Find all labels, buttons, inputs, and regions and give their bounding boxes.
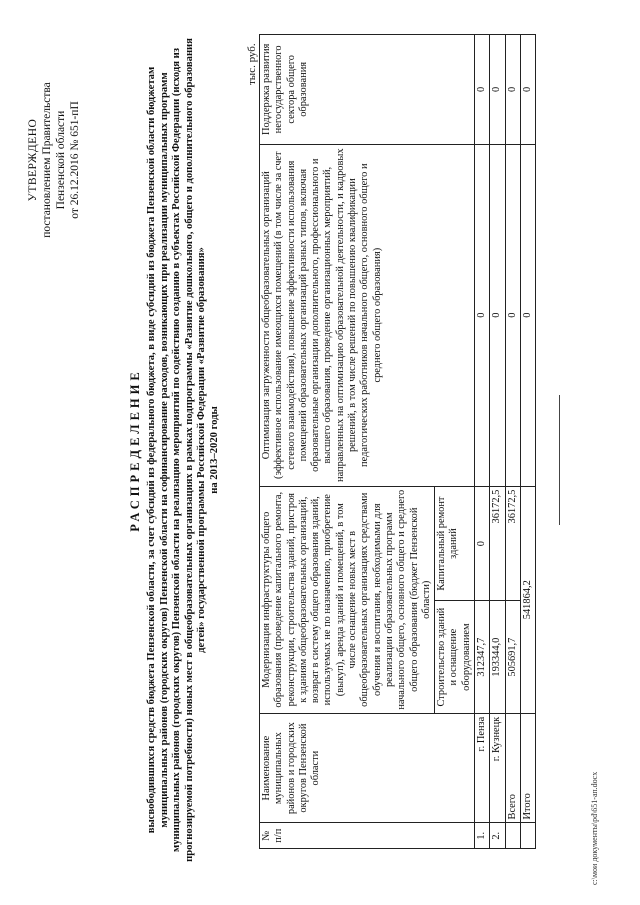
- row-support: 0: [490, 35, 505, 145]
- row-construction: 312347,7: [475, 601, 490, 713]
- grand-num-cell: [520, 823, 535, 849]
- approval-line-3: от 26.12.2016 № 651-пП: [69, 101, 81, 219]
- total-row: [505, 35, 520, 849]
- row-repair: 36172,5: [490, 486, 505, 601]
- approval-stamp: [26, 35, 82, 285]
- row-repair: 0: [475, 486, 490, 601]
- header-repair: Капитальный ремонт зданий: [435, 486, 475, 601]
- total-repair: 36172,5: [505, 486, 520, 601]
- header-num: № п/п: [260, 823, 475, 849]
- row-num: 2.: [490, 823, 505, 849]
- row-num: 1.: [475, 823, 490, 849]
- total-num-cell: [505, 823, 520, 849]
- row-construction: 193344,0: [490, 601, 505, 713]
- approval-heading: УТВЕРЖДЕНО: [27, 118, 39, 202]
- header-construction: Строительство зданий и оснащение оборудованием: [435, 601, 475, 713]
- header-name: Наименование муниципальных районов и городских округов Пензенской области: [260, 713, 475, 823]
- grand-total-row: [520, 35, 535, 849]
- file-path-footer: c:\мои документы\pd\651-ап.docx: [590, 771, 599, 885]
- document-title: [128, 35, 222, 865]
- distribution-table: [259, 34, 536, 849]
- table-row: [475, 35, 490, 849]
- title-heading: РАСПРЕДЕЛЕНИЕ: [128, 368, 142, 532]
- table-header-row: [260, 35, 435, 849]
- grand-modernization: 541864,2: [520, 486, 535, 713]
- units-label: тыс. руб.: [246, 43, 258, 85]
- approval-line-1: постановлением Правительства: [41, 82, 53, 238]
- signature-divider: [559, 395, 560, 525]
- grand-optimization: 0: [520, 144, 535, 486]
- table-row: [490, 35, 505, 849]
- grand-label: Итого: [520, 713, 535, 823]
- header-optimization: Оптимизация загруженности общеобразовательных организаций (эффективное использование имеющихся помещений (в том числе за счет сетевого взаимодействия), повышение эффективности использования помещений образовательных организаций разных типов, включая образовательные организации дополнительного, профессионального и высшего образования, проведение организационных мероприятий, направленных на оптимизацию образовательной деятельности, и кадровых решений, в том числе решений по повышению квалификации педагогических работников начального общего, основного общего и среднего общего образования): [260, 144, 475, 486]
- total-optimization: 0: [505, 144, 520, 486]
- total-label: Всего: [505, 713, 520, 823]
- total-support: 0: [505, 35, 520, 145]
- row-optimization: 0: [490, 144, 505, 486]
- grand-support: 0: [520, 35, 535, 145]
- row-optimization: 0: [475, 144, 490, 486]
- title-text: высвободившихся средств бюджета Пензенской области, за счет субсидий из федерального бюджета, в виде субсидий из бюджета Пензенской области бюджетам муниципальных районов (городских округов) Пензенской области на софинансирование расходов, возникающих при реализации муниципальных программ муниципальных районов (городских округов) Пензенской области на реализацию мероприятий по содействию созданию в субъектах Российской Федерации (исходя из прогнозируемой потребности) новых мест в общеобразовательных организациях в рамках подпрограммы «Развитие дошкольного, общего и дополнительного образования детей» государственной программы Российской Федерации «Развитие образования»: [146, 38, 208, 862]
- row-support: 0: [475, 35, 490, 145]
- title-period: на 2013–2020 годы: [208, 406, 220, 494]
- header-modernization: Модернизация инфраструктуры общего образования (проведение капитального ремонта, реконструкции, строительства зданий, пристроя к зданиям общеобразовательных организаций, возврат в систему общего образования зданий, используемых не по назначению, приобретение (выкуп), аренда зданий и помещений, в том числе оснащение новых мест в общеобразовательных организациях средствами обучения и воспитания, необходимыми для реализации образовательных программ начального общего, основного общего и среднего общего образования (бюджет Пензенской области): [260, 486, 435, 713]
- row-name: г. Кузнецк: [490, 713, 505, 823]
- approval-line-2: Пензенской области: [55, 110, 67, 210]
- header-support: Поддержка развития негосударственного сектора общего образования: [260, 35, 475, 145]
- row-name: г. Пенза: [475, 713, 490, 823]
- total-construction: 505691,7: [505, 601, 520, 713]
